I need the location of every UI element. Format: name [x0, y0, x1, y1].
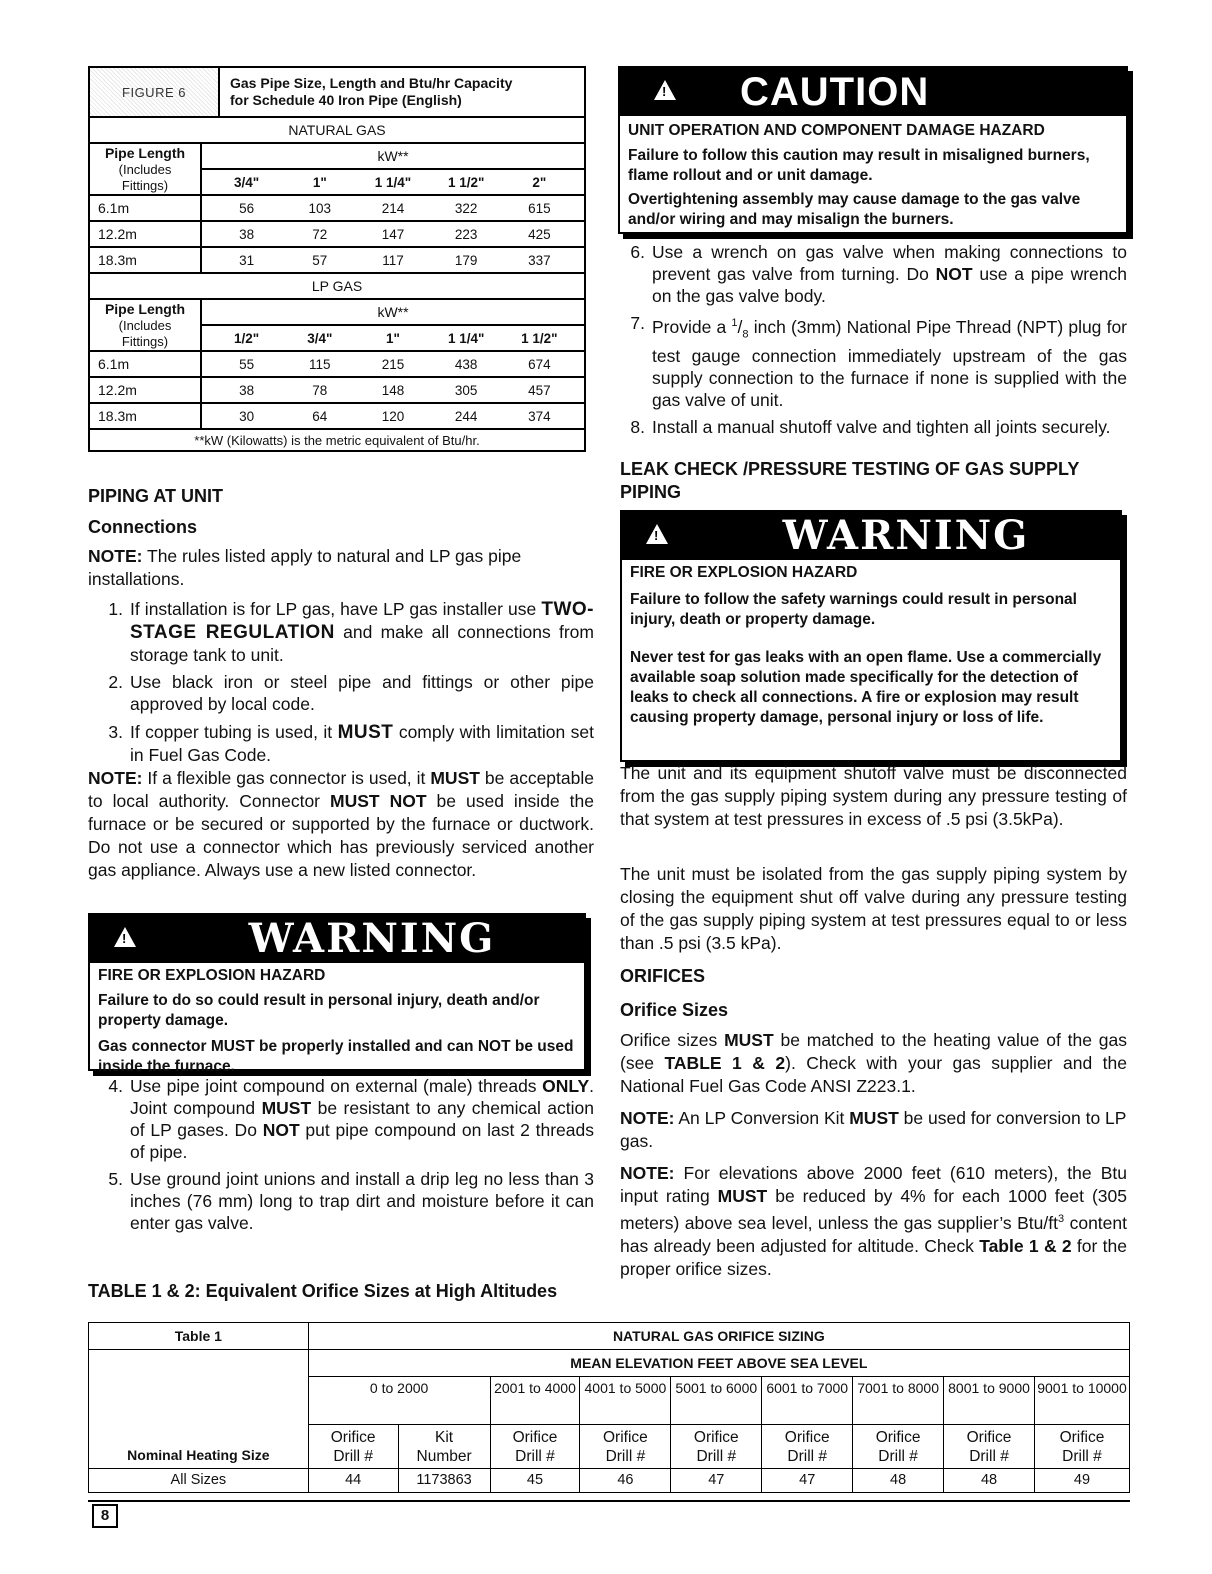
capacity-value: 38: [239, 226, 255, 242]
column-header-line: Orifice: [966, 1428, 1012, 1446]
pipe-length-sub: Fittings): [121, 333, 169, 349]
item-text: Install a manual shutoff valve and tighten all joints securely.: [652, 417, 1111, 438]
column-header-line: Drill #: [969, 1447, 1009, 1465]
orifice-value: 46: [580, 1469, 671, 1493]
text-run: put pipe compound on last 2 threads of pipe.: [130, 1120, 594, 1162]
text-run: If installation is for LP gas, have LP gas installer use: [130, 599, 542, 619]
orifice-table: [88, 1322, 1130, 1493]
pipe-length: 18.3m: [90, 403, 201, 428]
text-run: If copper tubing is used, it: [130, 722, 338, 742]
capacity-value: 244: [454, 408, 478, 424]
capacity-value: 55: [239, 356, 255, 372]
list-item: [610, 241, 1127, 307]
table-row: [90, 221, 584, 247]
fraction-numerator: 1: [731, 317, 738, 329]
text-run: . Joint compound: [130, 1076, 594, 1118]
heating-size: All Sizes: [89, 1469, 309, 1493]
note-text: The rules listed apply to natural and LP gas pipe installations.: [88, 546, 522, 589]
note-4: [620, 1162, 1127, 1281]
pipe-length-header: [90, 300, 201, 351]
pipe-size: 1": [386, 330, 400, 346]
warning-text-2: Gas connector MUST be properly installed and can NOT be used inside the furnace.: [98, 1038, 574, 1075]
pipe-length-header: [90, 144, 201, 195]
warning-text-2: Never test for gas leaks with an open flame. Use a commercially available soap solution made specifically for the detection of leaks to check all connections. A fire or explosion may result causing property damage, personal injury or loss of life.: [630, 649, 1102, 726]
bold-run: ONLY: [542, 1076, 590, 1096]
orifice-value: 48: [853, 1469, 944, 1493]
capacity-value: 147: [381, 226, 405, 242]
capacity-values: [201, 377, 584, 403]
capacity-value: 103: [308, 200, 332, 216]
piping-heading: PIPING AT UNIT: [88, 486, 223, 506]
note-text: for the proper orifice sizes.: [620, 1235, 1127, 1279]
table-row: [90, 195, 584, 221]
caution-hazard: UNIT OPERATION AND COMPONENT DAMAGE HAZARD: [628, 122, 1045, 139]
elevation-range: 8001 to 9000: [944, 1377, 1035, 1425]
bottom-rule: [88, 1500, 1130, 1502]
pipe-sizes: [201, 169, 584, 195]
table-subtitle: MEAN ELEVATION FEET ABOVE SEA LEVEL: [308, 1350, 1129, 1377]
bold-run: MUST: [337, 722, 394, 743]
item-number: 5.: [108, 1169, 123, 1189]
pipe-size: 1 1/2": [447, 174, 485, 190]
pipe-size: 2": [532, 174, 547, 190]
capacity-value: 56: [239, 200, 255, 216]
capacity-value: 438: [454, 356, 478, 372]
column-header-line: Orifice: [875, 1428, 921, 1446]
pipe-length: 12.2m: [90, 221, 201, 247]
warning-hazard: FIRE OR EXPLOSION HAZARD: [630, 564, 858, 581]
warning-triangle-icon: [646, 524, 668, 544]
note-text: If a flexible gas connector is used, it: [142, 768, 431, 788]
natural-gas-block: [89, 143, 585, 273]
leak-check-heading: LEAK CHECK /PRESSURE TESTING OF GAS SUPPLY PIPING: [620, 459, 1080, 502]
column-header: [1034, 1425, 1129, 1469]
capacity-values: [201, 351, 584, 377]
warning-word: WARNING: [782, 512, 1030, 559]
pipe-size: 1": [312, 174, 327, 190]
column-header-line: Orifice: [512, 1428, 558, 1446]
caution-box: [618, 66, 1128, 234]
column-header-line: Number: [416, 1447, 472, 1465]
elevation-range: 2001 to 4000: [490, 1377, 580, 1425]
elevation-range: 4001 to 5000: [580, 1377, 671, 1425]
item-text: Provide a $^1/_8$ inch (3mm) National Pipe Thread (NPT) plug for test gauge connection immediately upstream of the gas supply connection to the furnace if none is supplied with the gas valve of unit.: [652, 316, 1128, 411]
figure-6-table: [88, 66, 586, 452]
capacity-value: 117: [382, 252, 404, 268]
text-run: and make all connections from storage tank to unit.: [130, 622, 594, 665]
text-run: comply with limitation set in Fuel Gas Code.: [130, 722, 594, 765]
text-run: be matched to the heating value of the gas (see: [620, 1030, 1128, 1073]
caution-banner: [620, 68, 1126, 116]
pipe-length: 12.2m: [90, 377, 201, 403]
list-item: [610, 416, 1127, 438]
bold-run: TWO-STAGE REGULATION: [130, 599, 594, 643]
pipe-length: 6.1m: [90, 351, 201, 377]
note-text: be used inside the furnace or be secured or supported by the furnace or ductwork. Do not use a connector which has previously serviced another gas appliance. Always use a new listed connector.: [88, 791, 594, 880]
pipe-length-sub: (Includes: [118, 317, 172, 333]
orifice-sizes-heading: Orifice Sizes: [620, 1000, 729, 1020]
column-header: [671, 1425, 762, 1469]
item-text: [130, 598, 594, 666]
orifice-value: 45: [490, 1469, 580, 1493]
capacity-value: 64: [312, 408, 328, 424]
pipe-size: 1 1/2": [521, 330, 558, 346]
pipe-size: 1 1/4": [447, 330, 485, 346]
pipe-size: 1/2": [234, 330, 260, 346]
lp-gas-table: [90, 300, 584, 428]
connection-list-a: [88, 598, 594, 771]
figure-title-line2: for Schedule 40 Iron Pipe (English): [230, 92, 462, 108]
item-number: 7.: [630, 313, 645, 333]
orifices-heading: ORIFICES: [620, 966, 706, 986]
item-number: 4.: [108, 1076, 123, 1096]
header-row: [90, 144, 584, 169]
item-number: 6.: [630, 242, 645, 262]
warning-banner: [90, 915, 584, 963]
capacity-value: 214: [381, 200, 405, 216]
capacity-value: 337: [528, 252, 551, 268]
note-2: [88, 767, 594, 882]
note-label: NOTE:: [88, 546, 143, 566]
column-header-line: Drill #: [515, 1447, 555, 1465]
figure-title-line1: Gas Pipe Size, Length and Btu/hr Capacity: [230, 75, 513, 91]
note-bold: MUST NOT: [330, 791, 427, 811]
orifice-value: 48: [944, 1469, 1035, 1493]
text-run: ). Check with your gas supplier and the National Fuel Gas Code ANSI Z223.1.: [620, 1053, 1127, 1096]
warning-triangle-icon: [654, 80, 676, 100]
capacity-value: 215: [381, 356, 405, 372]
capacity-value: 305: [454, 382, 478, 398]
unit-header: kW**: [201, 144, 584, 169]
table-row: [90, 403, 584, 428]
text-run: Use black iron or steel pipe and fittings or other pipe approved by local code.: [130, 672, 594, 714]
capacity-values: [201, 403, 584, 428]
table-row: [90, 377, 584, 403]
text-run: Use a wrench on gas valve when making connections to prevent gas valve from turning. Do: [652, 242, 1127, 284]
paragraph-2: The unit must be isolated from the gas supply piping system by closing the equipment shut off valve during any pressure testing of the gas supply piping system at test pressures equal to or less than .5 psi (3.5 kPa).: [620, 864, 1127, 953]
caution-word: CAUTION: [740, 70, 930, 114]
capacity-values: [201, 247, 584, 272]
natural-gas-table: [90, 144, 584, 272]
fraction-denominator: 8: [742, 328, 749, 341]
list-item: [610, 312, 1127, 411]
orifice-value: 1173863: [398, 1469, 490, 1493]
pipe-size: 1 1/4": [374, 174, 412, 190]
page-number: 8: [92, 1504, 118, 1528]
column-header-line: Drill #: [1062, 1447, 1102, 1465]
capacity-value: 615: [528, 200, 551, 216]
note-1: [88, 545, 594, 591]
column-header-line: Drill #: [787, 1447, 828, 1465]
warning-hazard: FIRE OR EXPLOSION HAZARD: [98, 967, 326, 984]
figure-label: FIGURE 6: [89, 67, 219, 117]
orifice-value: 44: [308, 1469, 398, 1493]
superscript: 3: [1058, 1213, 1065, 1225]
text-run: Provide a: [652, 316, 732, 337]
connections-heading: Connections: [88, 517, 198, 537]
pipe-length: 6.1m: [90, 195, 201, 221]
elevation-range: 6001 to 7000: [762, 1377, 853, 1425]
capacity-value: 374: [528, 408, 551, 424]
list-item: [88, 721, 594, 766]
column-header: [398, 1425, 490, 1469]
elevation-range: 0 to 2000: [308, 1377, 490, 1425]
table-caption: TABLE 1 & 2: Equivalent Orifice Sizes at High Altitudes: [88, 1281, 558, 1301]
value-row: [89, 1469, 1130, 1493]
warning-word: WARNING: [248, 915, 496, 962]
elevation-range: 9001 to 10000: [1034, 1377, 1129, 1425]
capacity-value: 38: [239, 382, 255, 398]
pipe-size: 3/4": [307, 330, 333, 346]
elevation-range: 5001 to 6000: [671, 1377, 762, 1425]
column-header-line: Orifice: [784, 1428, 830, 1446]
item-text: [652, 241, 1127, 307]
table-row: [90, 351, 584, 377]
table-title: NATURAL GAS ORIFICE SIZING: [308, 1323, 1129, 1350]
capacity-values: [201, 195, 584, 221]
item-text: [130, 671, 594, 716]
pipe-length-label: Pipe Length: [104, 300, 186, 317]
orifice-value: 47: [671, 1469, 762, 1493]
bold-run: MUST: [261, 1098, 312, 1118]
header-row: [90, 300, 584, 325]
column-header: [580, 1425, 671, 1469]
bold-run: TABLE 1 & 2: [664, 1053, 786, 1073]
note-bold: MUST: [430, 768, 480, 788]
column-header-line: Drill #: [605, 1447, 646, 1465]
lp-gas-heading: LP GAS: [89, 273, 585, 299]
capacity-value: 425: [528, 226, 551, 242]
bold-run: MUST: [724, 1030, 774, 1050]
note-bold: MUST: [717, 1186, 768, 1206]
note-bold: Table 1 & 2: [979, 1235, 1072, 1256]
item-text: [130, 721, 594, 766]
text-run: Use pipe joint compound on external (male) threads: [130, 1076, 543, 1096]
column-header: [853, 1425, 944, 1469]
column-header-line: Kit: [435, 1428, 454, 1446]
bold-run: NOT: [935, 264, 973, 284]
capacity-values: [201, 221, 584, 247]
lp-gas-block: [89, 299, 585, 429]
bold-run: NOT: [262, 1120, 300, 1140]
connection-list-b: [88, 1075, 594, 1239]
warning-text-1: Failure to follow the safety warnings could result in personal injury, death or property damage.: [630, 591, 1077, 628]
capacity-value: 148: [381, 382, 405, 398]
column-header-line: Orifice: [1059, 1428, 1105, 1446]
text-run: be resistant to any chemical action of LP gases. Do: [130, 1098, 594, 1140]
pipe-length-label: Pipe Length: [104, 144, 186, 161]
column-header-line: Drill #: [696, 1447, 737, 1465]
caution-text-1: Failure to follow this caution may result in misaligned burners, flame rollout and or unit damage.: [628, 147, 1090, 184]
capacity-value: 57: [312, 252, 328, 268]
note-label: NOTE:: [620, 1108, 675, 1128]
warning-banner: [622, 512, 1120, 560]
capacity-value: 72: [312, 226, 328, 242]
capacity-value: 120: [381, 408, 405, 424]
list-item: [88, 598, 594, 666]
orifice-value: 49: [1034, 1469, 1129, 1493]
item-text: Use ground joint unions and install a drip leg no less than 3 inches (76 mm) long to trap dirt and moisture before it can enter gas valve.: [130, 1169, 594, 1233]
pipe-length-sub: (Includes: [118, 161, 172, 177]
column-header-line: Orifice: [693, 1428, 739, 1446]
text-run: Orifice sizes: [620, 1030, 725, 1050]
leak-warning-box: [620, 510, 1122, 762]
capacity-value: 223: [454, 226, 478, 242]
figure-footnote: **kW (Kilowatts) is the metric equivalent of Btu/hr.: [89, 429, 585, 451]
capacity-value: 115: [309, 356, 331, 372]
note-text: content has already been adjusted for altitude. Check: [620, 1212, 1127, 1256]
paragraph-1: The unit and its equipment shutoff valve must be disconnected from the gas supply piping system during any pressure testing of that system at test pressures in excess of .5 psi (3.5kPa).: [620, 763, 1127, 829]
column-header: [490, 1425, 580, 1469]
item-number: 2.: [108, 672, 123, 692]
elevation-range: 7001 to 8000: [853, 1377, 944, 1425]
orifice-value: 47: [762, 1469, 853, 1493]
valve-list: [610, 241, 1127, 443]
unit-header: kW**: [201, 300, 584, 325]
warning-triangle-icon: [114, 927, 136, 947]
note-label: NOTE:: [88, 768, 143, 788]
pipe-size: 3/4": [234, 174, 260, 190]
paragraph-3: [620, 1029, 1127, 1098]
list-item: [88, 1168, 594, 1234]
item-text: [130, 1075, 594, 1163]
warning-text-1: Failure to do so could result in personal injury, death and/or property damage.: [98, 992, 540, 1029]
list-item: [88, 1075, 594, 1163]
natural-gas-heading: NATURAL GAS: [89, 117, 585, 143]
column-header: [308, 1425, 398, 1469]
figure-title: [219, 67, 585, 117]
pipe-length-sub: Fittings): [121, 177, 169, 193]
note-text: For elevations above 2000 feet (610 meters), the Btu input rating: [620, 1163, 1127, 1206]
column-header-line: Drill #: [878, 1447, 918, 1465]
note-3: [620, 1107, 1127, 1153]
note-text: be acceptable to local authority. Connector: [88, 768, 594, 811]
table-label: Table 1: [89, 1323, 309, 1350]
pipe-sizes: [201, 325, 584, 351]
note-text: An LP Conversion Kit: [674, 1108, 850, 1128]
capacity-value: 179: [454, 252, 478, 268]
item-number: 1.: [108, 599, 123, 619]
column-header: [762, 1425, 853, 1469]
text-run: use a pipe wrench on the gas valve body.: [652, 264, 1127, 306]
list-item: [88, 671, 594, 716]
capacity-value: 30: [239, 408, 255, 424]
column-header-line: Orifice: [330, 1428, 376, 1446]
note-text: be used for conversion to LP gas.: [620, 1108, 1127, 1151]
column-header-line: Drill #: [333, 1447, 373, 1465]
note-bold: MUST: [849, 1108, 899, 1128]
table-row: [90, 247, 584, 272]
row-header: Nominal Heating Size: [89, 1350, 309, 1469]
item-number: 3.: [108, 722, 123, 742]
connector-warning-box: [88, 913, 586, 1075]
note-label: NOTE:: [620, 1163, 675, 1183]
item-number: 8.: [630, 417, 645, 438]
note-text: be reduced by 4% for each 1000 feet (305 meters) above sea level, unless the gas supplier’s Btu/ft: [620, 1186, 1127, 1233]
pipe-length: 18.3m: [90, 247, 201, 272]
capacity-value: 78: [312, 382, 328, 398]
text-run: inch (3mm) National Pipe Thread (NPT) plug for test gauge connection immediately upstream of the gas supply connection to the furnace if none is supplied with the gas valve of unit.: [652, 316, 1128, 411]
capacity-value: 457: [528, 382, 551, 398]
capacity-value: 322: [454, 200, 478, 216]
capacity-value: 674: [528, 356, 551, 372]
caution-text-2: Overtightening assembly may cause damage to the gas valve and/or wiring and may misalign the burners.: [628, 191, 1081, 228]
column-header: [944, 1425, 1035, 1469]
column-header-line: Orifice: [602, 1428, 648, 1446]
capacity-value: 31: [239, 252, 255, 268]
